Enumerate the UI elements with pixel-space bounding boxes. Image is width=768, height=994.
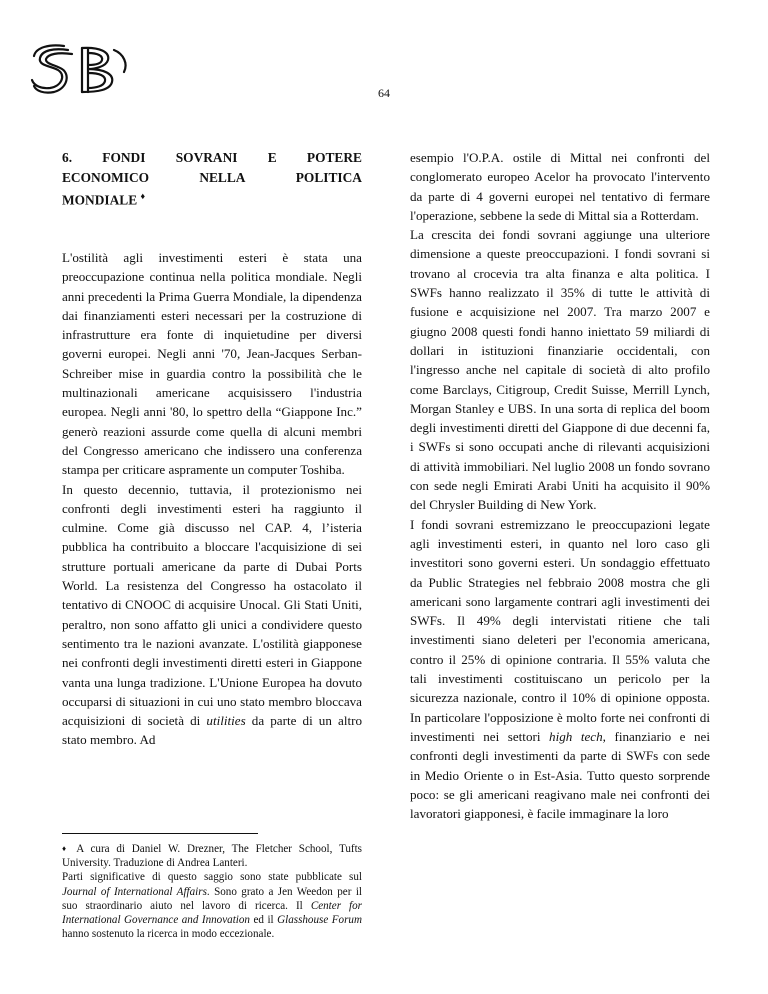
footnote-line-1: ♦ A cura di Daniel W. Drezner, The Fletcher School, Tufts University. Traduzione di Andrea Lanteri. xyxy=(62,843,362,870)
heading-w3: E xyxy=(267,150,277,165)
heading-w4: POTERE xyxy=(306,150,362,165)
logo-text: SB xyxy=(24,44,26,45)
heading-num: 6. xyxy=(62,150,73,165)
right-column xyxy=(410,148,710,823)
chapter-heading xyxy=(62,148,362,210)
left-paragraph-1: L'ostilità agli investimenti esteri è stata una preoccupazione continua nella politica mondiale. Negli anni precedenti la Prima Guerra Mondiale, la dipendenza dai finanziamenti esteri necessari per la costruzione di infrastrutture era fonte di inquietudine per diversi governi europei. Negli anni '70, Jean-Jacques Serban-Schreiber mise in guardia contro la possibilità che le multinazionali americane acquisissero l'industria europea. Negli anni '80, lo spettro della “Giappone Inc.” generò reazioni assurde come quella di alcuni membri del Congresso americano che indissero una conferenza stampa per criticare aspramente un computer Toshiba. xyxy=(62,249,362,478)
heading-w7: POLITICA xyxy=(295,169,362,185)
right-paragraph-1: esempio l'O.P.A. ostile di Mittal nei confronti del conglomerato europeo Acelor ha provocato l'intervento da parte di 4 governi europei nel tentativo di fermare l'operazione, sebbene la sede di Mittal sia a Rotterdam. xyxy=(410,150,710,223)
heading-w6: NELLA xyxy=(199,169,246,185)
footnote-marker: ♦ xyxy=(140,191,146,201)
heading-w8: MONDIALE xyxy=(62,192,138,208)
footnote-mark: ♦ xyxy=(62,844,71,853)
heading-w5: ECONOMICO xyxy=(62,169,150,185)
left-paragraph-2: In questo decennio, tuttavia, il protezionismo nei confronti degli investimenti esteri ha raggiunto il culmine. Come già discusso nel CAP. 4, l’isteria pubblica ha contribuito a bloccare l'acquisizione di sei strutture portuali americane da parte di Dubai Ports World. La resistenza del Congresso ha ostacolato il tentativo di CNOOC di acquisire Unocal. Gli Stati Uniti, peraltro, non sono affatto gli unici a condividere questo sentimento tra le nazioni avanzate. L'ostilità giapponese nei confronti degli investimenti diretti esteri in Giappone vanta una lunga tradizione. L'Unione Europea ha dovuto occuparsi di situazioni in cui uno stato membro bloccava acquisizioni di società di utilities da parte di un altro stato membro. Ad xyxy=(62,481,362,748)
heading-w2: SOVRANI xyxy=(175,150,238,165)
right-paragraph-2: La crescita dei fondi sovrani aggiunge una ulteriore dimensione a queste preoccupazioni. I fondi sovrani si trovano al crocevia tra alta finanza e alta politica. I SWFs hanno realizzato il 35% di tutte le attività di fusione e acquisizione nel 2007. Tra marzo 2007 e giugno 2008 questi fondi hanno iniettato 59 miliardi di dollari in istituzioni finanziarie occidentali, con l'ingresso anche nel capitale di società di alto profilo come Barclays, Citigroup, Credit Suisse, Merrill Lynch, Morgan Stanley e UBS. In una sorta di replica del boom degli investimenti diretti del Giappone di due decenni fa, i SWFs si sono occupati anche di rilevanti acquisizioni di attività immobiliari. Nel luglio 2008 un fondo sovrano con sede negli Emirati Arabi Uniti ha acquisito il 90% del Chrysler Building di New York. xyxy=(410,227,710,513)
footnote-divider xyxy=(62,833,258,834)
right-paragraph-3: I fondi sovrani estremizzano le preoccupazioni legate agli investimenti esteri, in quanto nel loro caso gli investitori sono governi esteri. Un sondaggio effettuato da Public Strategies nel febbraio 2008 mostra che gli americani sono largamente contrari agli investimenti dei SWFs. Il 49% degli intervistati ritiene che tali investimenti siano deleteri per l'economia americana, contro il 25% di opinione contraria. Il 55% valuta che tali investimenti costituiscano un pericolo per la sicurezza nazionale, contro il 10% di opinione opposta. In particolare l'opposizione è molto forte nei confronti di investimenti nei settori high tech, finanziario e nei confronti degli investimenti da parte di SWFs con sede in Medio Oriente o in Est-Asia. Tutto questo sorprende poco: se gli americani reagivano male nei confronti dei lavoratori giapponesi, è facile immaginare la loro xyxy=(410,516,711,822)
heading-w1: FONDI xyxy=(102,150,146,165)
left-column xyxy=(62,148,362,750)
footnote-line-2: Parti significative di questo saggio sono state pubblicate sul Journal of International Affairs. Sono grato a Jen Weedon per il suo straordinario aiuto nel lavoro di ricerca. Il Center for International Governance and Innovation ed il Glasshouse Forum hanno sostenuto la ricerca in modo eccezionale. xyxy=(62,871,362,941)
page-number: 64 xyxy=(378,86,390,100)
footnote xyxy=(62,842,362,941)
